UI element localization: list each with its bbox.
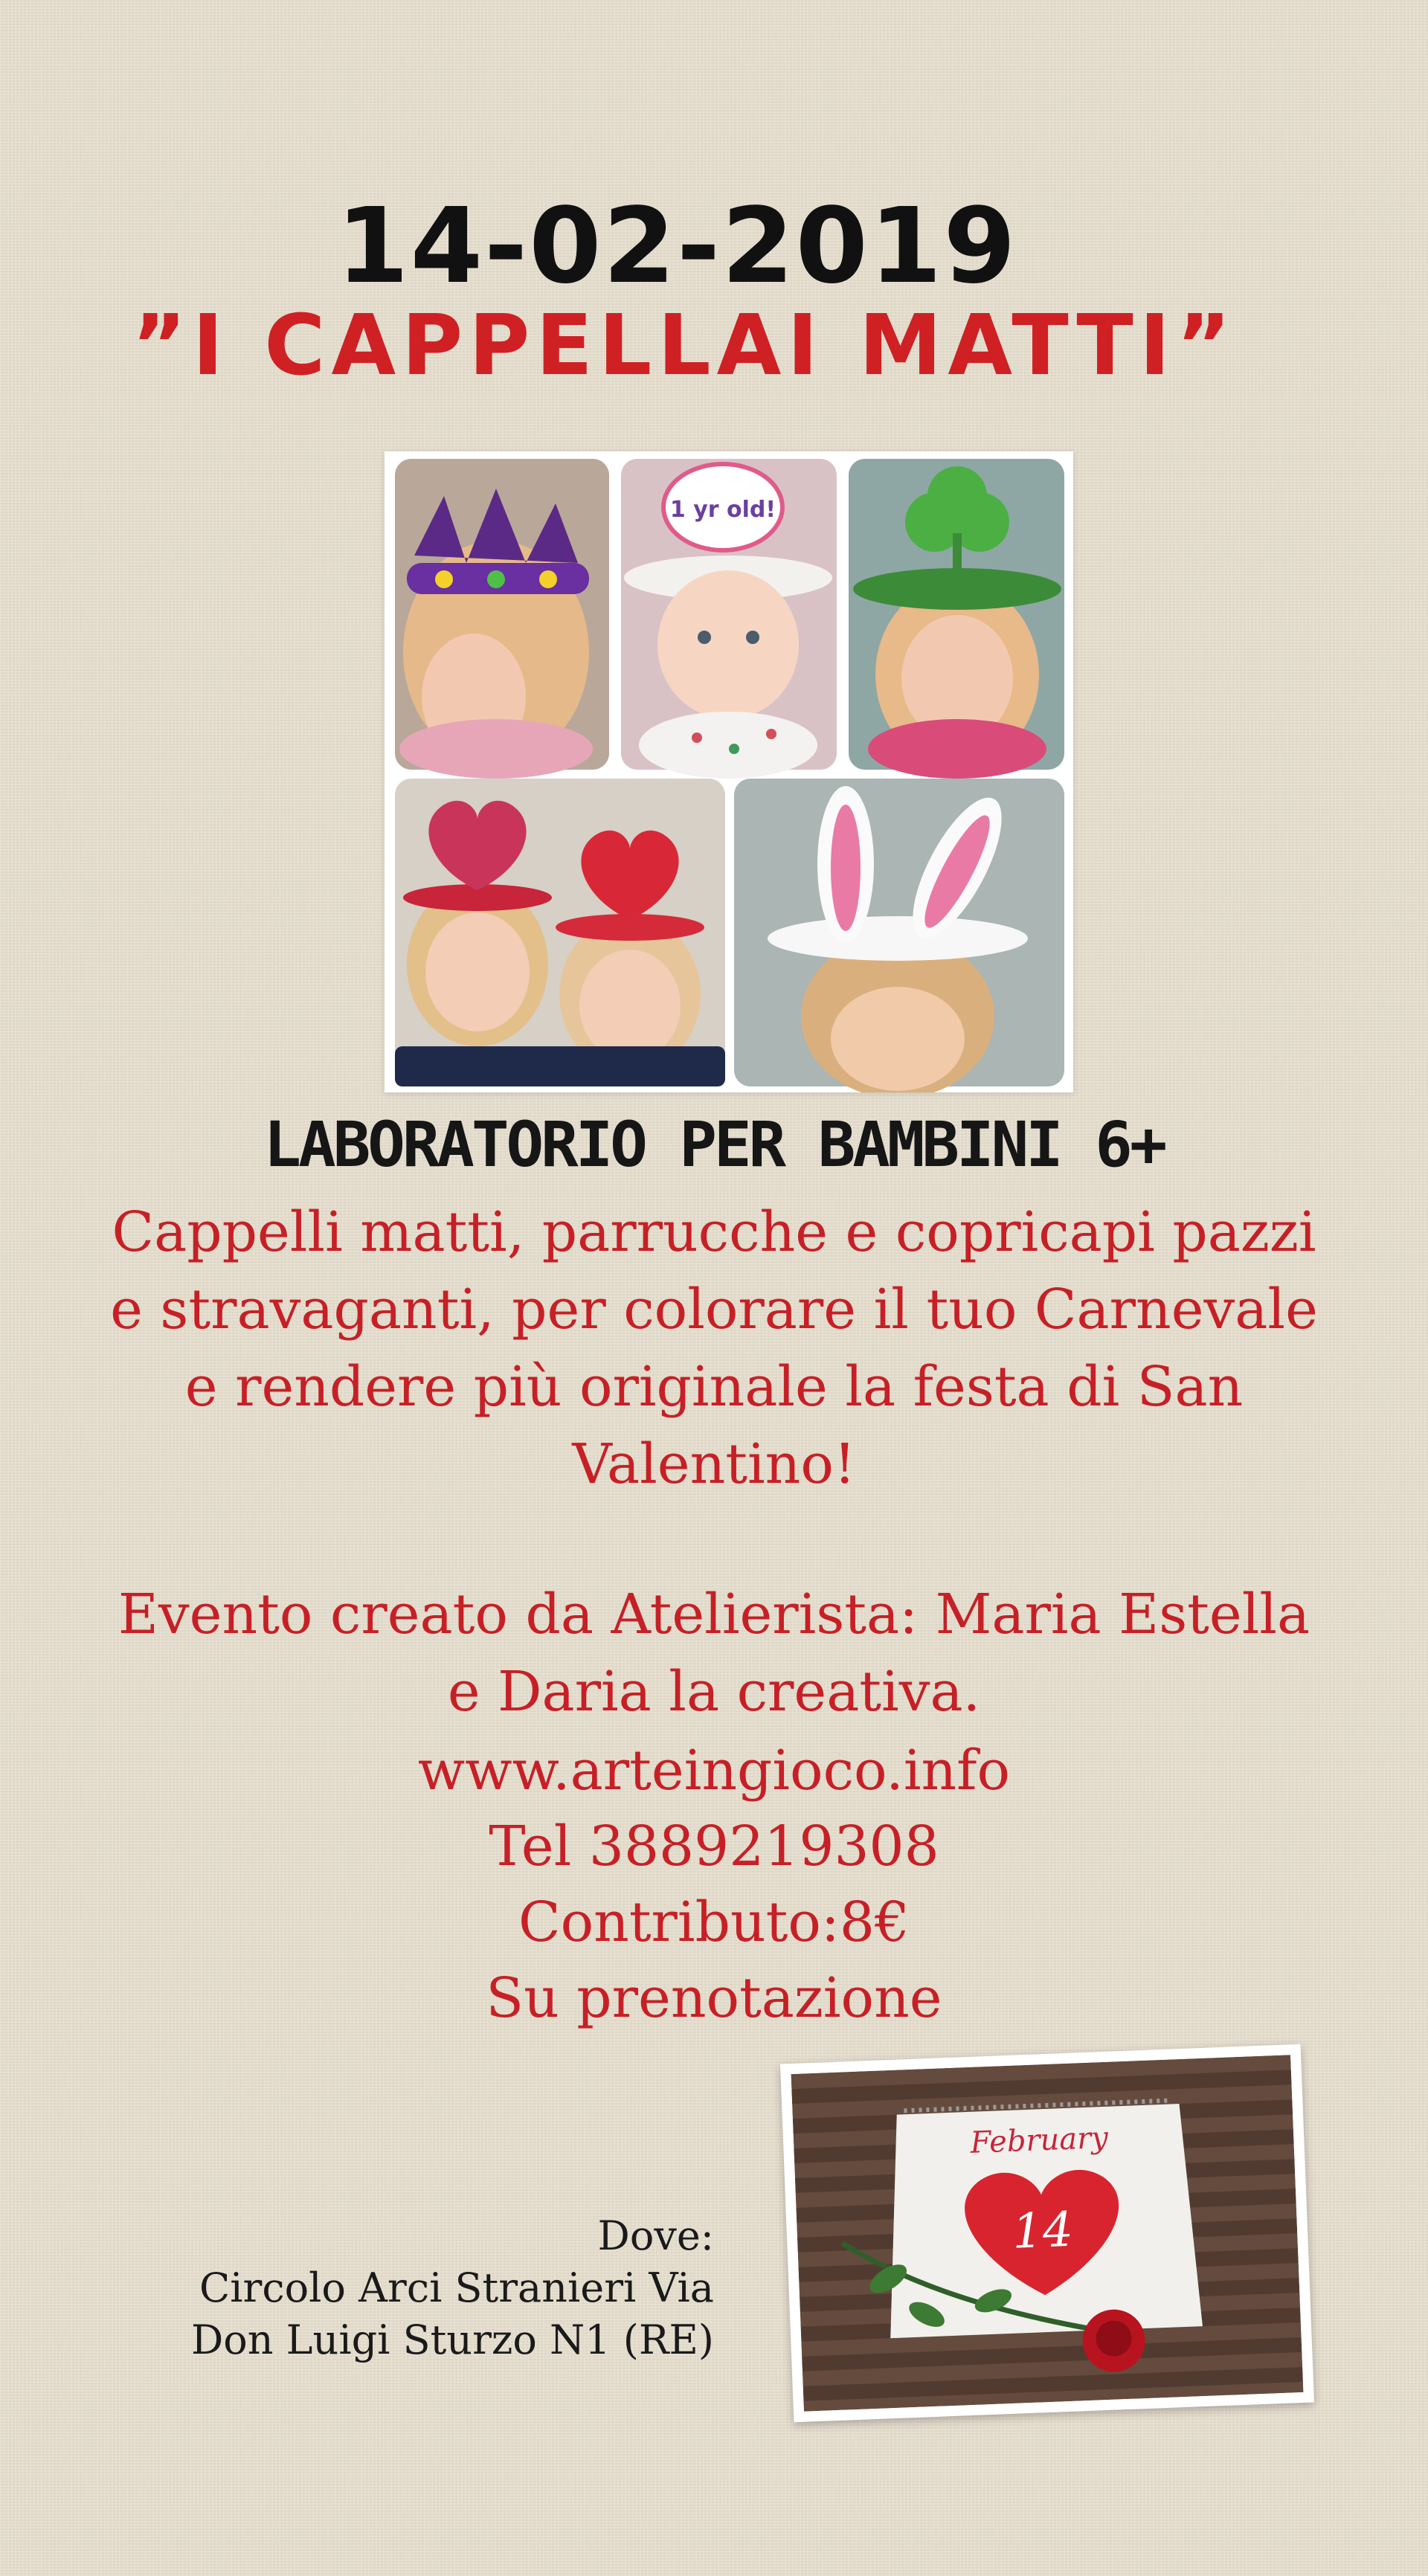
workshop-description <box>82 1194 1346 1503</box>
contribution-price: Contributo:8€ <box>518 1890 910 1954</box>
collage-photo-hearts <box>395 779 725 1086</box>
event-date: 14-02-2019 <box>336 186 1017 307</box>
location-line-2: Don Luigi Sturzo N1 (RE) <box>190 2316 714 2363</box>
credits-line-1: Evento creato da Atelierista: Maria Estella <box>118 1582 1310 1646</box>
location-line-1: Circolo Arci Stranieri Via <box>199 2264 714 2311</box>
credits-line-2: e Daria la creativa. <box>447 1660 981 1724</box>
calendar-month: February <box>969 2120 1109 2160</box>
event-title: ”I CAPPELLAI MATTI” <box>132 297 1237 394</box>
phone-number[interactable]: Tel 3889219308 <box>489 1815 939 1878</box>
calendar-photo <box>780 2044 1314 2423</box>
location-label: Dove: <box>597 2212 714 2259</box>
description-line: e rendere più originale la festa di San <box>184 1355 1244 1419</box>
hats-collage <box>385 451 1073 1092</box>
website-link[interactable]: www.arteingioco.info <box>417 1739 1011 1803</box>
collage-photo-bunny <box>734 779 1064 1092</box>
location-block <box>126 2210 714 2366</box>
calendar-day: 14 <box>1011 2202 1074 2260</box>
description-line: Cappelli matti, parrucche e copricapi pazzi <box>112 1200 1316 1264</box>
collage-photo-shamrock <box>849 459 1064 779</box>
description-line: e stravaganti, per colorare il tuo Carnevale <box>110 1278 1318 1342</box>
collage-photo-crown <box>395 459 609 779</box>
workshop-subheading: LABORATORIO PER BAMBINI 6+ <box>263 1108 1165 1181</box>
booking-note: Su prenotazione <box>486 1966 942 2030</box>
description-line: Valentino! <box>572 1432 856 1496</box>
collage-photo-baby <box>621 459 837 779</box>
bubble-text: 1 yr old! <box>669 497 776 523</box>
